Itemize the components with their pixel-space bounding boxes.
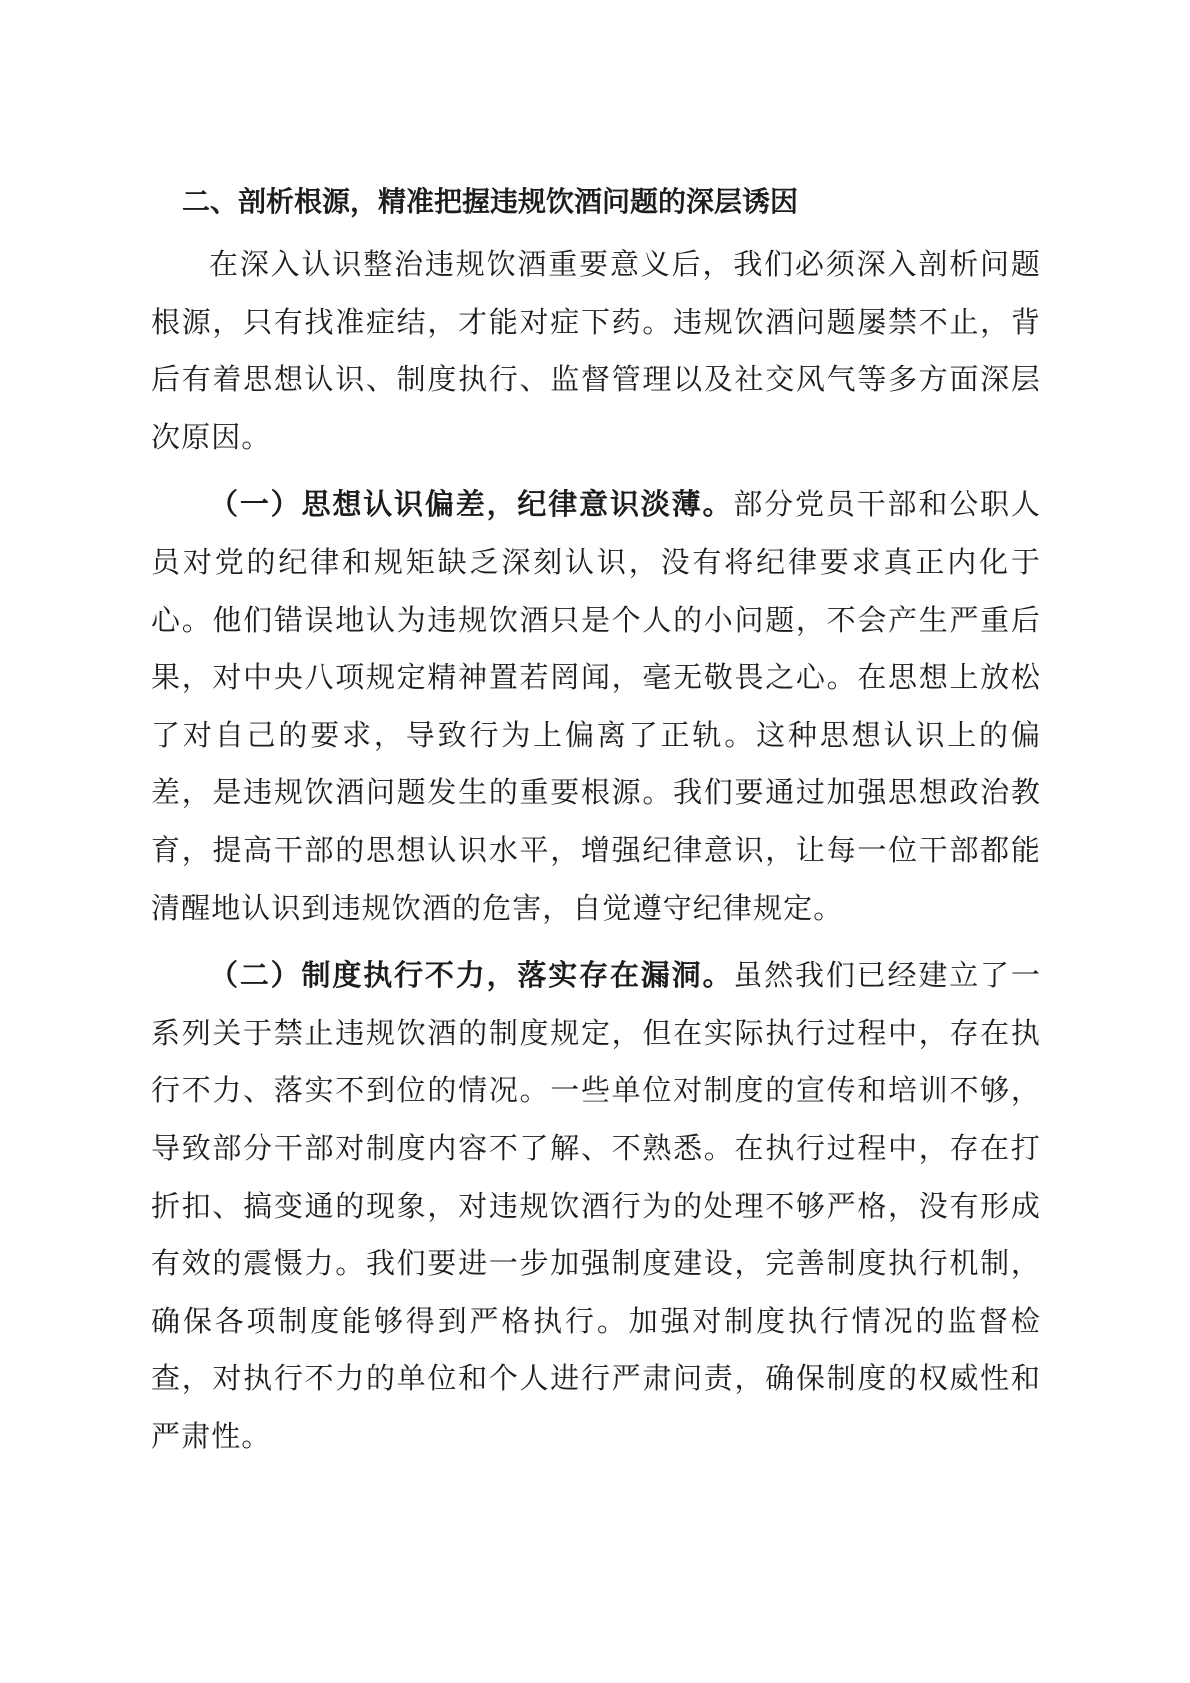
paragraph-text: 部分党员干部和公职人员对党的纪律和规矩缺乏深刻认识，没有将纪律要求真正内化于心。他们错误地认为违规饮酒只是个人的小问题，不会产生严重后果，对中央八项规定精神置若罔闻，毫无敬畏之心。在思想上放松了对自己的要求，导致行为上偏离了正轨。这种思想认识上的偏差，是违规饮酒问题发生的重要根源。我们要通过加强思想政治教育，提高干部的思想认识水平，增强纪律意识，让每一位干部都能清醒地认识到违规饮酒的危害，自觉遵守纪律规定。 [151, 487, 1041, 925]
paragraph-text: 在深入认识整治违规饮酒重要意义后，我们必须深入剖析问题根源，只有找准症结，才能对症下药。违规饮酒问题屡禁不止，背后有着思想认识、制度执行、监督管理以及社交风气等多方面深层次原因。 [151, 247, 1041, 454]
section-heading: 二、剖析根源，精准把握违规饮酒问题的深层诱因 [182, 185, 799, 218]
subsection-1-heading: （一）思想认识偏差，纪律意识淡薄。 [209, 487, 734, 522]
paragraph-text: 虽然我们已经建立了一系列关于禁止违规饮酒的制度规定，但在实际执行过程中，存在执行不力、落实不到位的情况。一些单位对制度的宣传和培训不够，导致部分干部对制度内容不了解、不熟悉。在执行过程中，存在打折扣、搞变通的现象，对违规饮酒行为的处理不够严格，没有形成有效的震慑力。我们要进一步加强制度建设，完善制度执行机制，确保各项制度能够得到严格执行。加强对制度执行情况的监督检查，对执行不力的单位和个人进行严肃问责，确保制度的权威性和严肃性。 [151, 958, 1041, 1453]
subsection-1-paragraph [151, 476, 1041, 937]
intro-paragraph [151, 236, 1041, 466]
subsection-2-heading: （二）制度执行不力，落实存在漏洞。 [209, 958, 734, 993]
document-body [151, 178, 1041, 1465]
subsection-2-paragraph [151, 947, 1041, 1465]
